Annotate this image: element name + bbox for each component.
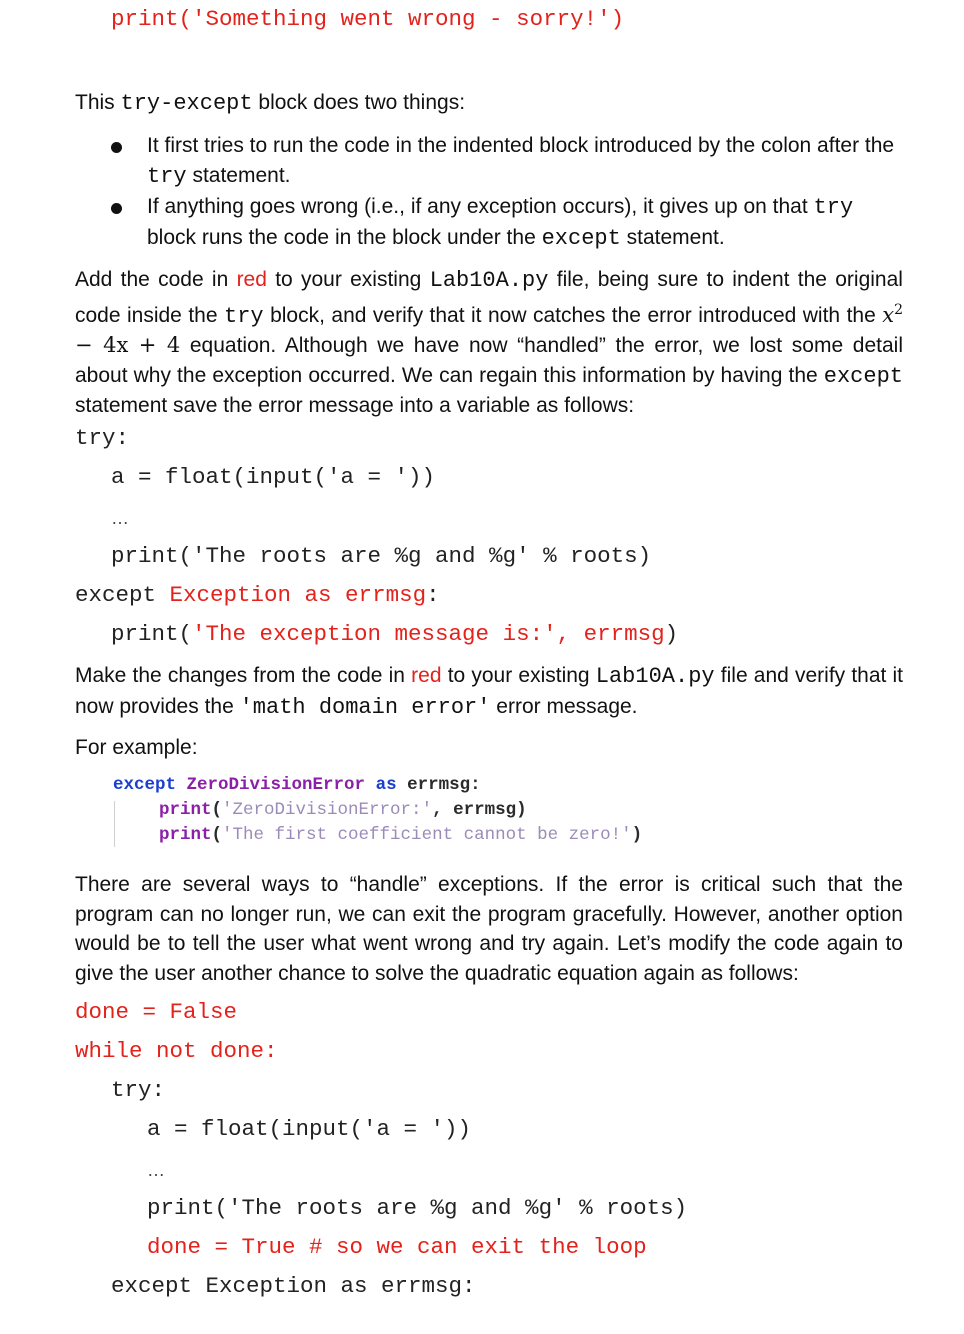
intro-sentence <box>75 88 465 119</box>
p2-error-message: 'math domain error' <box>239 694 491 720</box>
example-indent-guide <box>114 801 115 847</box>
example-line-2 <box>159 800 527 820</box>
example-as-kw: as <box>375 775 397 795</box>
example-string-2: 'The first coefficient cannot be zero!' <box>222 825 632 845</box>
code1-print-open: print( <box>111 621 193 647</box>
equation-rest: − 4x + 4 <box>75 333 181 357</box>
bullet-2-text: If anything goes wrong (i.e., if any exception occurs), it gives up on that <box>147 195 808 218</box>
code2-print-roots: print('The roots are %g and %g' % roots) <box>147 1195 688 1221</box>
bullet-dot-1 <box>111 142 122 153</box>
p2-filename: Lab10A.py <box>595 664 715 689</box>
p1-text-6: statement save the error message into a variable as follows: <box>75 394 635 417</box>
example-line-3 <box>159 825 642 845</box>
p1-text-1: Add the code in <box>75 268 229 291</box>
p1-red-word: red <box>236 268 267 291</box>
code1-ellipsis: … <box>111 508 129 528</box>
example-var: errmsg: <box>407 775 481 795</box>
bullet-1-text-end: statement. <box>192 163 291 187</box>
p1-code-except: except <box>823 363 903 389</box>
p1-filename: Lab10A.py <box>429 268 549 293</box>
bullet-2-text-end: statement. <box>626 225 725 249</box>
example-paren-2: ( <box>211 825 223 845</box>
bullet-1-text: It first tries to run the code in the indented block introduced by the colon after the <box>147 134 895 157</box>
p2-text-4: error message. <box>496 694 638 718</box>
p1-text-4: block, and verify that it now catches the error introduced with the <box>270 303 876 327</box>
p1-text-3: file, being sure to indent the original code inside the <box>75 268 903 327</box>
p2-red-word: red <box>411 664 442 687</box>
equation-x: x <box>882 302 895 327</box>
bullet-item-1 <box>147 131 907 191</box>
example-line-1 <box>113 775 481 795</box>
intro-code-try-except: try-except <box>120 91 253 116</box>
code1-try: try: <box>75 425 130 451</box>
paragraph-make-changes <box>75 661 903 722</box>
intro-text-after: block does two things: <box>258 91 466 114</box>
intro-text-before: This <box>75 91 115 114</box>
paragraph-handle-exceptions: There are several ways to “handle” exceptions. If the error is critical such that the program can no longer run, we can exit the program gracefully. However, another option would be to tell the user what went wrong and try again. Let’s modify the code again to give the user another chance to solve the quadratic equation again as follows: <box>75 873 903 985</box>
example-string-1: 'ZeroDivisionError:' <box>222 800 433 820</box>
code1-print-red: 'The exception message is:', errmsg <box>192 621 665 647</box>
paragraph-add-code <box>75 265 903 421</box>
bullet-2-code-try: try <box>813 195 854 220</box>
code2-try: try: <box>111 1077 166 1103</box>
code2-done-false: done = False <box>75 999 238 1025</box>
code2-ellipsis: … <box>147 1160 165 1180</box>
example-except-kw: except <box>113 775 177 795</box>
code1-except-line <box>75 582 440 608</box>
example-rest-1: , errmsg) <box>432 800 527 820</box>
code1-assign-a: a = float(input('a = ')) <box>111 464 436 490</box>
code1-except-colon: : <box>426 582 440 608</box>
code-line-print-sorry: print('Something went wrong - sorry!') <box>111 6 625 32</box>
code1-except-red: Exception as errmsg <box>169 582 427 608</box>
code2-while-loop: while not done: <box>75 1038 278 1064</box>
example-rest-2: ) <box>631 825 643 845</box>
bullet-2-text-mid: block runs the code in the block under the <box>147 225 536 249</box>
example-print-fn-2: print <box>159 825 212 845</box>
p1-code-try: try <box>224 303 264 329</box>
p2-text-2: to your existing <box>447 664 590 687</box>
p2-text-1: Make the changes from the code in <box>75 664 405 687</box>
p1-text-5: equation. Although we have now “handled” the error, we lost some detail about why the exception occurred. We can regain this information by having the <box>75 334 903 387</box>
example-print-fn-1: print <box>159 800 212 820</box>
p2-text-3: file and verify that it now provides the <box>75 664 904 718</box>
bullet-1-code-try: try <box>147 163 187 189</box>
p1-text-2: to your existing <box>275 268 422 291</box>
for-example-label: For example: <box>75 736 198 759</box>
bullet-dot-2 <box>111 203 122 214</box>
bullet-item-2 <box>147 192 907 253</box>
code1-print-roots: print('The roots are %g and %g' % roots) <box>111 543 652 569</box>
example-paren-1: ( <box>211 800 223 820</box>
bullet-2-code-except: except <box>541 225 621 251</box>
code1-print-exception <box>111 621 678 647</box>
equation-exponent: 2 <box>894 301 903 318</box>
example-exception-class: ZeroDivisionError <box>186 775 366 795</box>
code2-assign-a: a = float(input('a = ')) <box>147 1116 472 1142</box>
code2-done-true: done = True # so we can exit the loop <box>147 1234 647 1260</box>
code1-except-kw: except <box>75 582 157 608</box>
code2-except-line: except Exception as errmsg: <box>111 1273 476 1299</box>
code1-print-close: ) <box>664 621 679 647</box>
